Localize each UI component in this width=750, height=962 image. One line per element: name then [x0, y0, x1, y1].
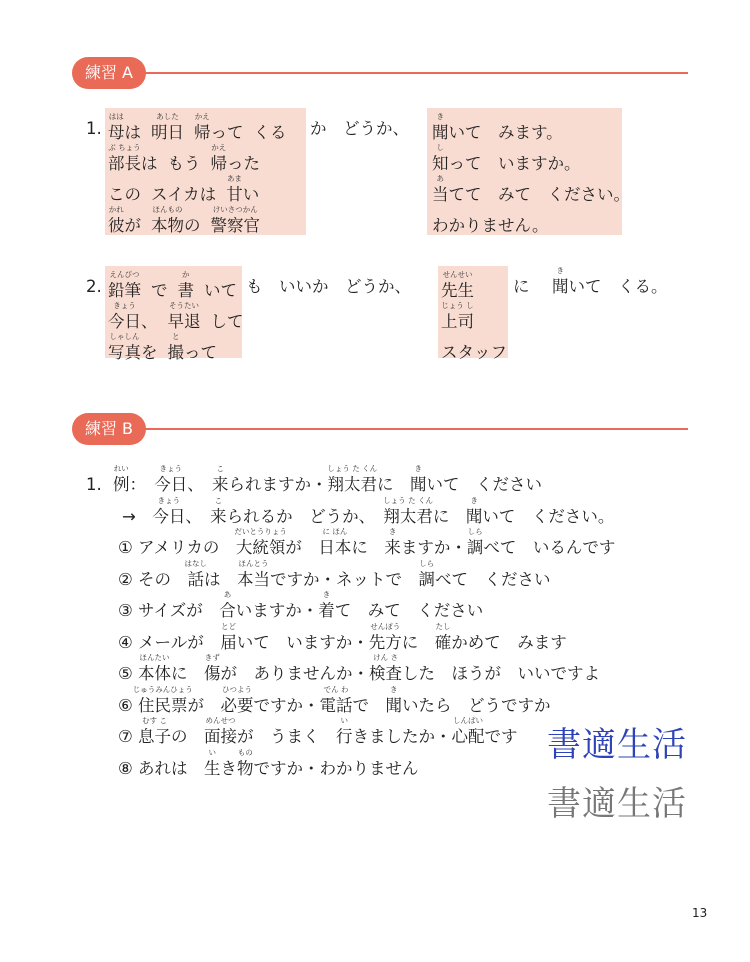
phrase-text: の: [171, 727, 205, 746]
ruby-base-text: 上司: [441, 312, 474, 331]
ruby-base-text: 大統領: [235, 538, 286, 557]
phrase-text: てて みて ください。: [448, 185, 630, 204]
phrase-text: が: [285, 538, 319, 557]
furigana: きょう: [159, 464, 182, 473]
furigana: き: [388, 527, 397, 536]
ruby-base-text: 部長: [108, 154, 141, 173]
ruby-base-text: 聞: [432, 123, 449, 142]
furigana: ほんもの: [152, 205, 183, 214]
phrase-text: の: [184, 216, 201, 235]
furigana: こ: [214, 495, 223, 505]
ruby-base-text: 鉛筆: [108, 281, 141, 300]
ruby-base-text: 例: [113, 475, 130, 494]
ruby-base-text: 本物: [151, 216, 184, 235]
phrase-text: い: [242, 185, 260, 204]
phrase-text: いて ください。: [482, 506, 615, 526]
ruby-base-text: 聞: [385, 695, 403, 715]
phrase-text: いて ください: [426, 475, 542, 494]
ruby-base-text: 母: [108, 123, 125, 142]
ruby-base-text: 必要: [220, 695, 254, 715]
furigana: しら: [419, 558, 435, 568]
phrase-text: わかりません。: [432, 216, 549, 235]
furigana: い: [208, 747, 217, 757]
furigana: ぶ ちょう: [108, 143, 141, 152]
ruby-base-text: 届: [220, 632, 237, 652]
ruby-base-text: 調: [466, 538, 484, 557]
phrase-text: いますか・: [235, 601, 319, 620]
phrase-text: いて: [204, 281, 237, 300]
phrase-text: スタッフ: [441, 343, 507, 362]
furigana: あ: [223, 590, 232, 599]
phrase-text: ですか・わかりません: [253, 758, 419, 778]
phrase-text: ② その: [118, 569, 188, 589]
phrase-text: 、: [141, 312, 158, 331]
ruby-base-text: 甘: [226, 185, 243, 204]
a1-number: 1.: [86, 119, 102, 138]
phrase-text: ですか・: [253, 695, 320, 715]
furigana: あ: [436, 174, 444, 183]
furigana: き: [390, 684, 398, 694]
furigana: き: [556, 266, 564, 275]
furigana: しんぱい: [453, 716, 484, 725]
ruby-base-text: 調: [418, 569, 436, 589]
phrase-text: に: [351, 538, 385, 557]
phrase-text: 、: [185, 506, 211, 526]
furigana: だいとうりょう: [234, 527, 287, 536]
phrase-text: は: [204, 569, 238, 589]
a1-connector: か どうか、: [310, 119, 409, 138]
furigana: こ: [216, 464, 224, 473]
furigana: もの: [237, 747, 253, 757]
furigana: そうたい: [169, 301, 199, 310]
phrase-text: で: [352, 695, 386, 715]
furigana: ひつよう: [222, 684, 253, 694]
ruby-base-text: 住民票: [138, 695, 188, 715]
ruby-base-text: 当: [432, 185, 449, 204]
furigana: けん さ: [373, 653, 398, 662]
furigana: ほんとう: [238, 558, 269, 568]
phrase-text: ：: [129, 475, 155, 494]
phrase-text: って いますか。: [448, 154, 581, 173]
phrase-text: られるか どうか、: [226, 506, 384, 526]
ruby-base-text: 聞: [552, 277, 569, 296]
phrase-text: もう: [167, 154, 201, 173]
furigana: とど: [220, 621, 236, 631]
ruby-base-text: 警察官: [210, 216, 260, 235]
ruby-base-text: 先生: [441, 281, 474, 300]
phrase-text: この: [108, 185, 141, 204]
ruby-base-text: 翔太君: [383, 506, 433, 526]
phrase-text: ⑥: [118, 695, 139, 715]
ruby-base-text: 行: [336, 727, 353, 746]
phrase-text: ⑧ あれは: [118, 758, 205, 778]
furigana: き: [322, 590, 331, 599]
phrase-text: ① アメリカの: [118, 538, 236, 557]
phrase-text: した ほうが いいですよ: [402, 664, 601, 683]
furigana: じゅうみんひょう: [132, 684, 193, 694]
ruby-base-text: 確: [434, 632, 452, 652]
ruby-base-text: 今日: [152, 506, 186, 526]
ruby-base-text: 心配: [451, 727, 485, 746]
ruby-base-text: 傷: [204, 664, 221, 683]
phrase-text: に: [513, 277, 546, 296]
section-a-label: 練習 A: [72, 57, 146, 89]
watermark-blue: 書適生活: [547, 725, 687, 765]
phrase-text: って: [184, 343, 217, 362]
phrase-text: が うまく: [237, 727, 337, 746]
furigana: でん わ: [323, 684, 349, 694]
phrase-text: きましたか・: [352, 727, 452, 746]
ruby-base-text: 写真: [108, 343, 141, 362]
furigana: きず: [204, 653, 220, 662]
ruby-base-text: 聞: [410, 475, 427, 494]
phrase-text: が: [124, 216, 141, 235]
ruby-base-text: 知: [432, 154, 449, 173]
furigana: しょう た くん: [327, 464, 378, 473]
ruby-base-text: 検査: [369, 664, 403, 683]
ruby-base-text: 彼: [108, 216, 125, 235]
furigana: けいさつかん: [212, 205, 258, 214]
furigana: れい: [113, 464, 129, 473]
ruby-base-text: 撮: [167, 343, 184, 362]
furigana: しゃしん: [109, 332, 140, 341]
ruby-base-text: 日本: [318, 538, 352, 557]
section-b-label: 練習 B: [72, 413, 146, 445]
phrase-text: に: [377, 475, 410, 494]
phrase-text: は: [141, 154, 158, 173]
ruby-base-text: 来: [210, 506, 227, 526]
phrase-text: いて いますか・: [236, 632, 369, 652]
ruby-base-text: 合: [219, 601, 236, 620]
ruby-base-text: 今日: [154, 475, 188, 494]
ruby-base-text: 息子: [138, 727, 172, 746]
furigana: かえ: [211, 143, 227, 152]
phrase-text: ④ メールが: [118, 632, 221, 652]
furigana: はは: [108, 112, 124, 121]
furigana: めんせつ: [205, 716, 236, 725]
phrase-text: は: [124, 123, 141, 142]
section-b-divider: [140, 428, 688, 430]
ruby-base-text: 書: [177, 281, 194, 300]
furigana: しょう た くん: [383, 495, 433, 505]
ruby-base-text: 聞: [465, 506, 483, 526]
phrase-text: して: [210, 312, 244, 331]
ruby-base-text: 来: [212, 475, 229, 494]
phrase-text: ⑦: [118, 727, 139, 746]
phrase-text: べて いるんです: [483, 538, 616, 557]
phrase-text: ですか・ネットで: [270, 569, 419, 589]
furigana: い: [340, 716, 349, 725]
ruby-base-text: 生: [204, 758, 221, 778]
ruby-base-text: 面接: [204, 727, 238, 746]
furigana: しら: [467, 527, 483, 536]
phrase-text: が ありませんか・: [220, 664, 370, 683]
phrase-text: 、: [187, 475, 212, 494]
furigana: あした: [156, 112, 179, 121]
ruby-base-text: 本体: [138, 664, 172, 683]
phrase-text: ⑤: [118, 664, 139, 683]
furigana: と: [172, 332, 180, 341]
phrase-text: に: [171, 664, 205, 683]
phrase-text: き: [220, 758, 238, 778]
phrase-text: くる: [253, 123, 287, 142]
phrase-text: いたら どうですか: [402, 695, 551, 715]
furigana: き: [436, 112, 444, 121]
furigana: せんせい: [442, 270, 473, 279]
ruby-base-text: 本当: [237, 569, 271, 589]
phrase-text: べて ください: [435, 569, 551, 589]
phrase-text: です: [484, 727, 518, 746]
ruby-base-text: 着: [318, 601, 335, 620]
ruby-base-text: 帰: [210, 154, 227, 173]
a2-number: 2.: [86, 277, 102, 296]
furigana: し: [436, 143, 444, 152]
watermark-gray: 書適生活: [547, 784, 687, 824]
phrase-text: →: [122, 506, 153, 526]
phrase-text: った: [227, 154, 260, 173]
furigana: じょう し: [441, 301, 474, 310]
furigana: き: [414, 464, 422, 473]
a2-connector: も いいか どうか、: [246, 277, 411, 296]
ruby-base-text: 話: [187, 569, 205, 589]
furigana: きょう: [113, 301, 136, 310]
phrase-text: られますか・: [228, 475, 328, 494]
ruby-base-text: 今日: [108, 312, 141, 331]
phrase-text: が: [187, 695, 221, 715]
phrase-text: で: [151, 281, 168, 300]
phrase-text: かめて みます: [451, 632, 567, 652]
furigana: むす こ: [142, 716, 167, 725]
furigana: きょう: [157, 495, 181, 505]
phrase-text: を: [141, 343, 158, 362]
b1-number: 1.: [86, 475, 102, 494]
phrase-text: って: [210, 123, 244, 142]
furigana: か: [182, 270, 190, 279]
section-a-divider: [140, 72, 688, 74]
furigana: かえ: [194, 112, 210, 121]
phrase-text: て みて ください: [334, 601, 484, 620]
ruby-base-text: 先方: [368, 632, 402, 652]
furigana: に ほん: [322, 527, 348, 536]
phrase-text: ますか・: [400, 538, 467, 557]
furigana: あま: [226, 174, 242, 183]
ruby-base-text: 翔太君: [327, 475, 377, 494]
ruby-base-text: 電話: [319, 695, 353, 715]
ruby-base-text: 明日: [151, 123, 184, 142]
furigana: せんぽう: [370, 621, 401, 631]
furigana: ほんたい: [139, 653, 170, 662]
furigana: かれ: [108, 205, 124, 214]
furigana: き: [470, 495, 478, 505]
ruby-base-text: 来: [384, 538, 401, 557]
furigana: たし: [435, 621, 451, 631]
phrase-text: ③ サイズが: [118, 601, 220, 620]
furigana: えんぴつ: [109, 270, 140, 279]
phrase-text: いて くる。: [568, 277, 668, 296]
ruby-base-text: 早退: [167, 312, 201, 331]
ruby-base-text: 物: [237, 758, 254, 778]
page-number: 13: [692, 906, 708, 920]
furigana: はなし: [184, 558, 208, 568]
phrase-text: スイカは: [151, 185, 217, 204]
phrase-text: に: [401, 632, 435, 652]
phrase-text: に: [432, 506, 466, 526]
ruby-base-text: 帰: [194, 123, 211, 142]
phrase-text: いて みます。: [448, 123, 563, 142]
